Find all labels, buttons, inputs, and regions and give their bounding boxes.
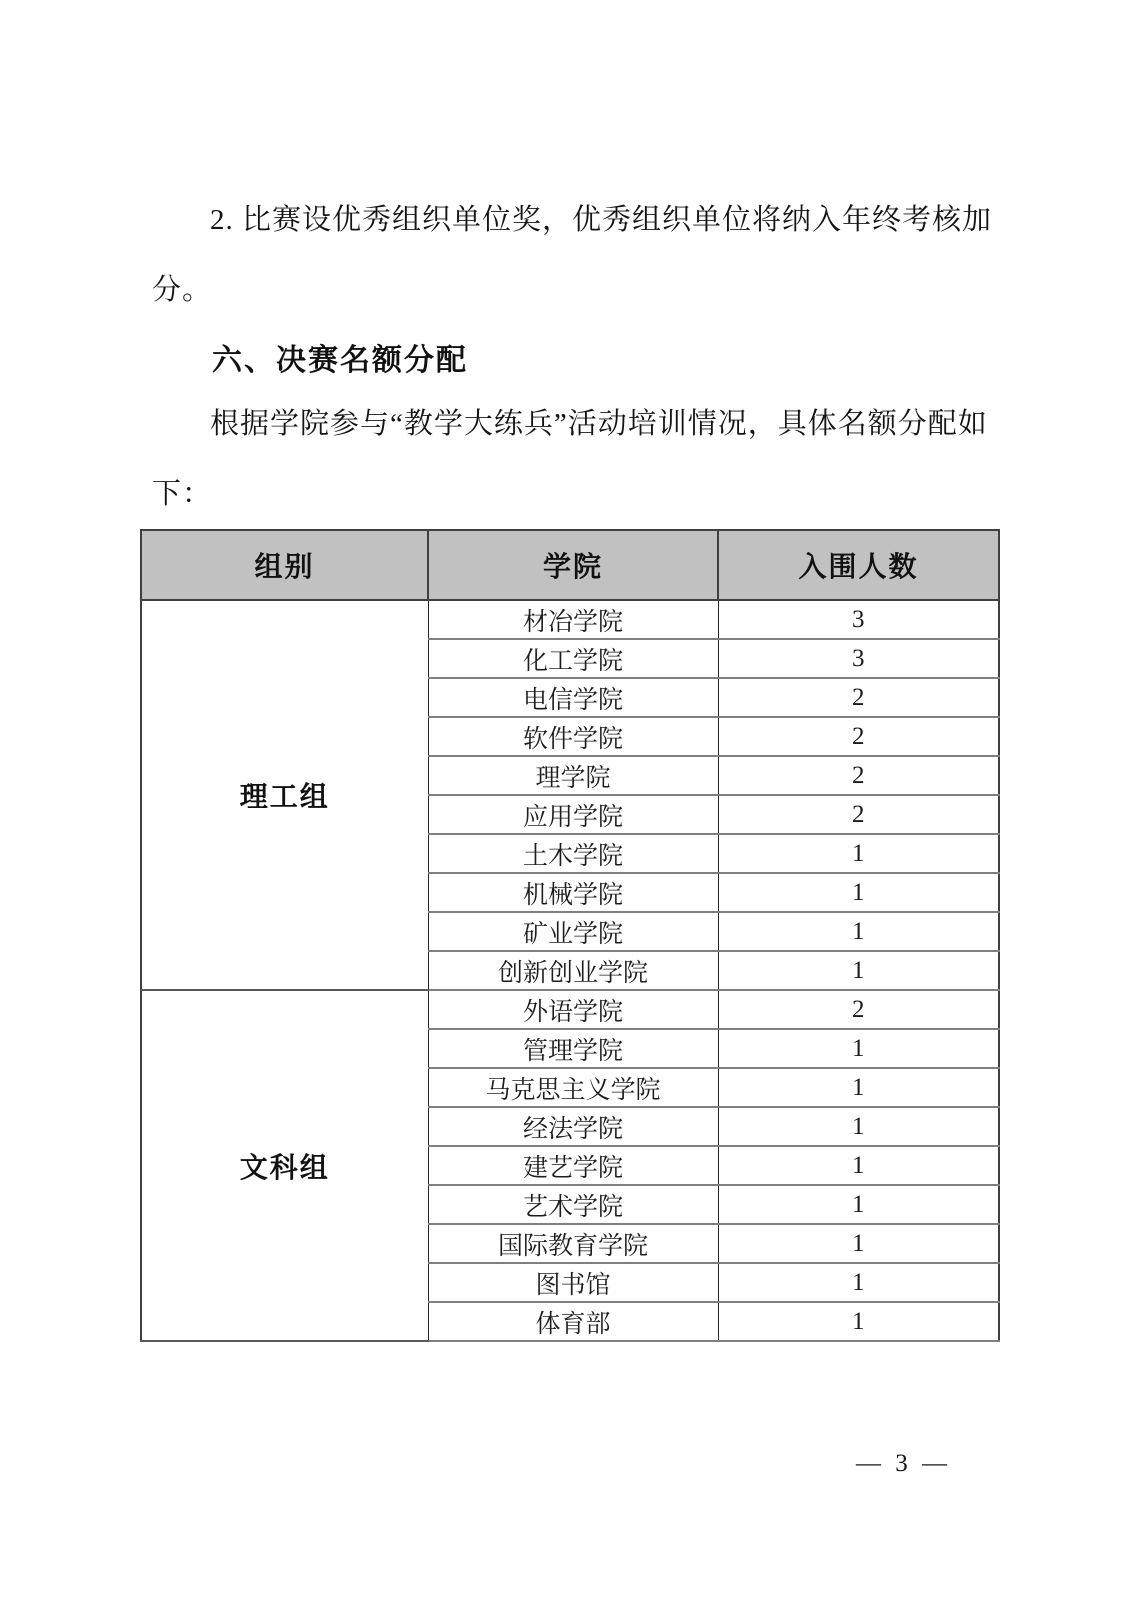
finalist-count-cell: 1 [718, 1224, 999, 1263]
finalist-count-cell: 1 [718, 912, 999, 951]
finalist-count-cell: 1 [718, 1302, 999, 1341]
document-content [152, 185, 998, 1342]
finalist-count-cell: 1 [718, 1029, 999, 1068]
table-row [141, 600, 999, 639]
college-name-cell: 体育部 [428, 1302, 718, 1341]
college-name-cell: 管理学院 [428, 1029, 718, 1068]
header-cell-college: 学院 [428, 530, 718, 600]
page-number: — 3 — [856, 1450, 951, 1477]
college-name-cell: 马克思主义学院 [428, 1068, 718, 1107]
college-name-cell: 图书馆 [428, 1263, 718, 1302]
finalist-count-cell: 1 [718, 1263, 999, 1302]
table-row [141, 990, 999, 1029]
finalist-count-cell: 1 [718, 1068, 999, 1107]
college-name-cell: 土木学院 [428, 834, 718, 873]
group-name-cell: 理工组 [141, 600, 428, 990]
college-name-cell: 艺术学院 [428, 1185, 718, 1224]
college-name-cell: 化工学院 [428, 639, 718, 678]
college-name-cell: 电信学院 [428, 678, 718, 717]
finalist-count-cell: 1 [718, 951, 999, 990]
finalist-count-cell: 3 [718, 639, 999, 678]
college-name-cell: 矿业学院 [428, 912, 718, 951]
finalist-count-cell: 1 [718, 1146, 999, 1185]
finalist-count-cell: 2 [718, 678, 999, 717]
finalist-count-cell: 2 [718, 795, 999, 834]
college-name-cell: 应用学院 [428, 795, 718, 834]
college-name-cell: 材冶学院 [428, 600, 718, 639]
finalist-count-cell: 2 [718, 717, 999, 756]
quota-table [140, 529, 1000, 1342]
college-name-cell: 建艺学院 [428, 1146, 718, 1185]
header-row [141, 530, 999, 600]
finalist-count-cell: 1 [718, 1185, 999, 1224]
college-name-cell: 国际教育学院 [428, 1224, 718, 1263]
header-cell-count: 入围人数 [718, 530, 999, 600]
finalist-count-cell: 1 [718, 834, 999, 873]
college-name-cell: 机械学院 [428, 873, 718, 912]
quota-table-body [141, 600, 999, 1341]
finalist-count-cell: 1 [718, 1107, 999, 1146]
paragraph-award-note: 2. 比赛设优秀组织单位奖，优秀组织单位将纳入年终考核加分。 [152, 204, 993, 306]
finalist-count-cell: 2 [718, 756, 999, 795]
group-name-cell: 文科组 [141, 990, 428, 1341]
finalist-count-cell: 3 [718, 600, 999, 639]
college-name-cell: 经法学院 [428, 1107, 718, 1146]
college-name-cell: 理学院 [428, 756, 718, 795]
section-heading-finals-quota: 六、决赛名额分配 [212, 344, 468, 377]
header-cell-group: 组别 [141, 530, 428, 600]
finalist-count-cell: 1 [718, 873, 999, 912]
finalist-count-cell: 2 [718, 990, 999, 1029]
paragraph-quota-intro: 根据学院参与“教学大练兵”活动培训情况，具体名额分配如下： [152, 408, 988, 510]
college-name-cell: 软件学院 [428, 717, 718, 756]
college-name-cell: 创新创业学院 [428, 951, 718, 990]
quota-table-header [141, 530, 999, 600]
college-name-cell: 外语学院 [428, 990, 718, 1029]
